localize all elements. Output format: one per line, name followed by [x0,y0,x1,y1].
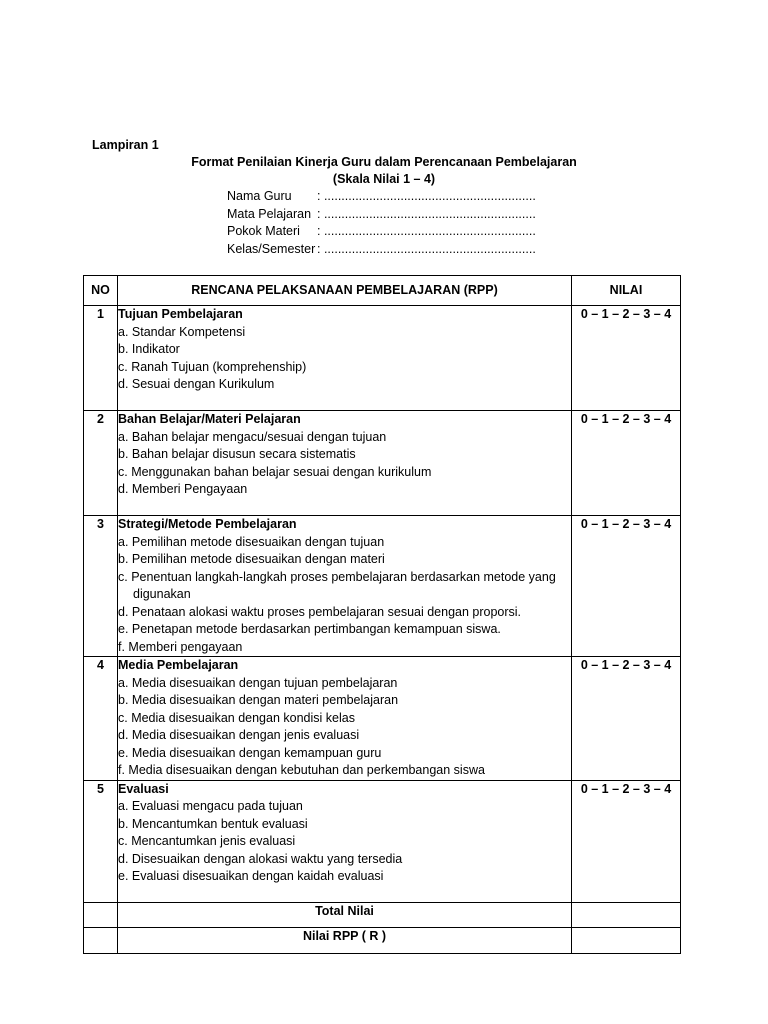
criteria-item: c. Menggunakan bahan belajar sesuai dengan kurikulum [118,464,432,479]
field-label: Kelas/Semester [227,242,316,256]
empty-cell [84,902,118,927]
field-label: Pokok Materi [227,224,300,238]
criteria-item: d. Disesuaikan dengan alokasi waktu yang tersedia [118,851,403,866]
criteria-item: a. Pemilihan metode disesuaikan dengan tujuan [118,534,385,549]
field-value: : ............................................................. [317,207,536,221]
row-content [118,657,572,781]
empty-cell [84,927,118,953]
criteria-item: e. Evaluasi disesuaikan dengan kaidah evaluasi [118,869,384,883]
table-header-row [84,276,681,306]
score-scale: 0 – 1 – 2 – 3 – 4 [572,516,681,657]
header-nilai: NILAI [572,276,681,306]
criteria-item: c. Mencantumkan jenis evaluasi [118,834,296,848]
row-content [118,516,572,657]
score-scale: 0 – 1 – 2 – 3 – 4 [572,780,681,902]
row-content [118,780,572,902]
field-label: Mata Pelajaran [227,207,312,221]
field-value: : ............................................................. [317,242,536,256]
criteria-item: b. Pemilihan metode disesuaikan dengan materi [118,552,385,566]
criteria-item: d. Sesuai dengan Kurikulum [118,377,275,391]
criteria-item: c. Penentuan langkah-langkah proses pembelajaran berdasarkan metode yang digunakan [118,569,556,601]
criteria-item: a. Media disesuaikan dengan tujuan pembelajaran [118,675,398,690]
score-scale: 0 – 1 – 2 – 3 – 4 [572,657,681,781]
total-nilai-value [572,902,681,927]
table-row [84,657,681,781]
criteria-item: f. Media disesuaikan dengan kebutuhan dan perkembangan siswa [118,763,485,777]
row-content [118,411,572,516]
criteria-item: a. Evaluasi mengacu pada tujuan [118,799,303,813]
section-title: Tujuan Pembelajaran [118,307,243,321]
table-row [84,411,681,516]
field-pokok-materi [227,224,536,238]
criteria-item: b. Bahan belajar disusun secara sistematis [118,447,356,461]
form-title: Format Penilaian Kinerja Guru dalam Perencanaan Pembelajaran [191,155,577,169]
criteria-item: d. Media disesuaikan dengan jenis evaluasi [118,728,360,742]
section-title: Media Pembelajaran [118,658,239,672]
field-label: Nama Guru [227,189,292,203]
section-title: Evaluasi [118,781,169,796]
criteria-item: e. Penetapan metode berdasarkan pertimbangan kemampuan siswa. [118,622,501,636]
score-scale: 0 – 1 – 2 – 3 – 4 [572,411,681,516]
row-content [118,306,572,411]
row-number: 3 [84,516,118,657]
field-nama-guru [227,189,536,203]
criteria-item: c. Media disesuaikan dengan kondisi kelas [118,710,355,725]
criteria-item: a. Bahan belajar mengacu/sesuai dengan tujuan [118,429,387,444]
criteria-item: d. Memberi Pengayaan [118,482,248,496]
nilai-rpp-value [572,927,681,953]
criteria-item: f. Memberi pengayaan [118,639,243,654]
field-value: : ............................................................. [317,189,536,203]
criteria-item: e. Media disesuaikan dengan kemampuan guru [118,745,382,760]
total-nilai-label: Total Nilai [118,902,572,927]
criteria-item: b. Indikator [118,342,180,356]
table-row [84,780,681,902]
total-row [84,902,681,927]
section-title: Strategi/Metode Pembelajaran [118,517,297,531]
header-no: NO [84,276,118,306]
row-number: 4 [84,657,118,781]
appendix-label: Lampiran 1 [92,138,159,152]
table-row [84,306,681,411]
section-title: Bahan Belajar/Materi Pelajaran [118,412,301,426]
field-kelas-semester [227,242,536,256]
rpp-assessment-table [83,275,681,954]
row-number: 2 [84,411,118,516]
row-number: 5 [84,780,118,902]
form-subtitle: (Skala Nilai 1 – 4) [332,172,436,186]
criteria-item: b. Media disesuaikan dengan materi pembelajaran [118,693,399,707]
score-scale: 0 – 1 – 2 – 3 – 4 [572,306,681,411]
row-number: 1 [84,306,118,411]
criteria-item: b. Mencantumkan bentuk evaluasi [118,816,308,831]
field-mata-pelajaran [227,207,536,221]
table-row [84,516,681,657]
rpp-score-row [84,927,681,953]
criteria-item: a. Standar Kompetensi [118,324,246,339]
criteria-item: d. Penataan alokasi waktu proses pembelajaran sesuai dengan proporsi. [118,604,522,619]
field-value: : ............................................................. [317,224,536,238]
nilai-rpp-label: Nilai RPP ( R ) [118,927,572,953]
header-rpp: RENCANA PELAKSANAAN PEMBELAJARAN (RPP) [118,276,572,306]
criteria-item: c. Ranah Tujuan (komprehenship) [118,359,307,374]
